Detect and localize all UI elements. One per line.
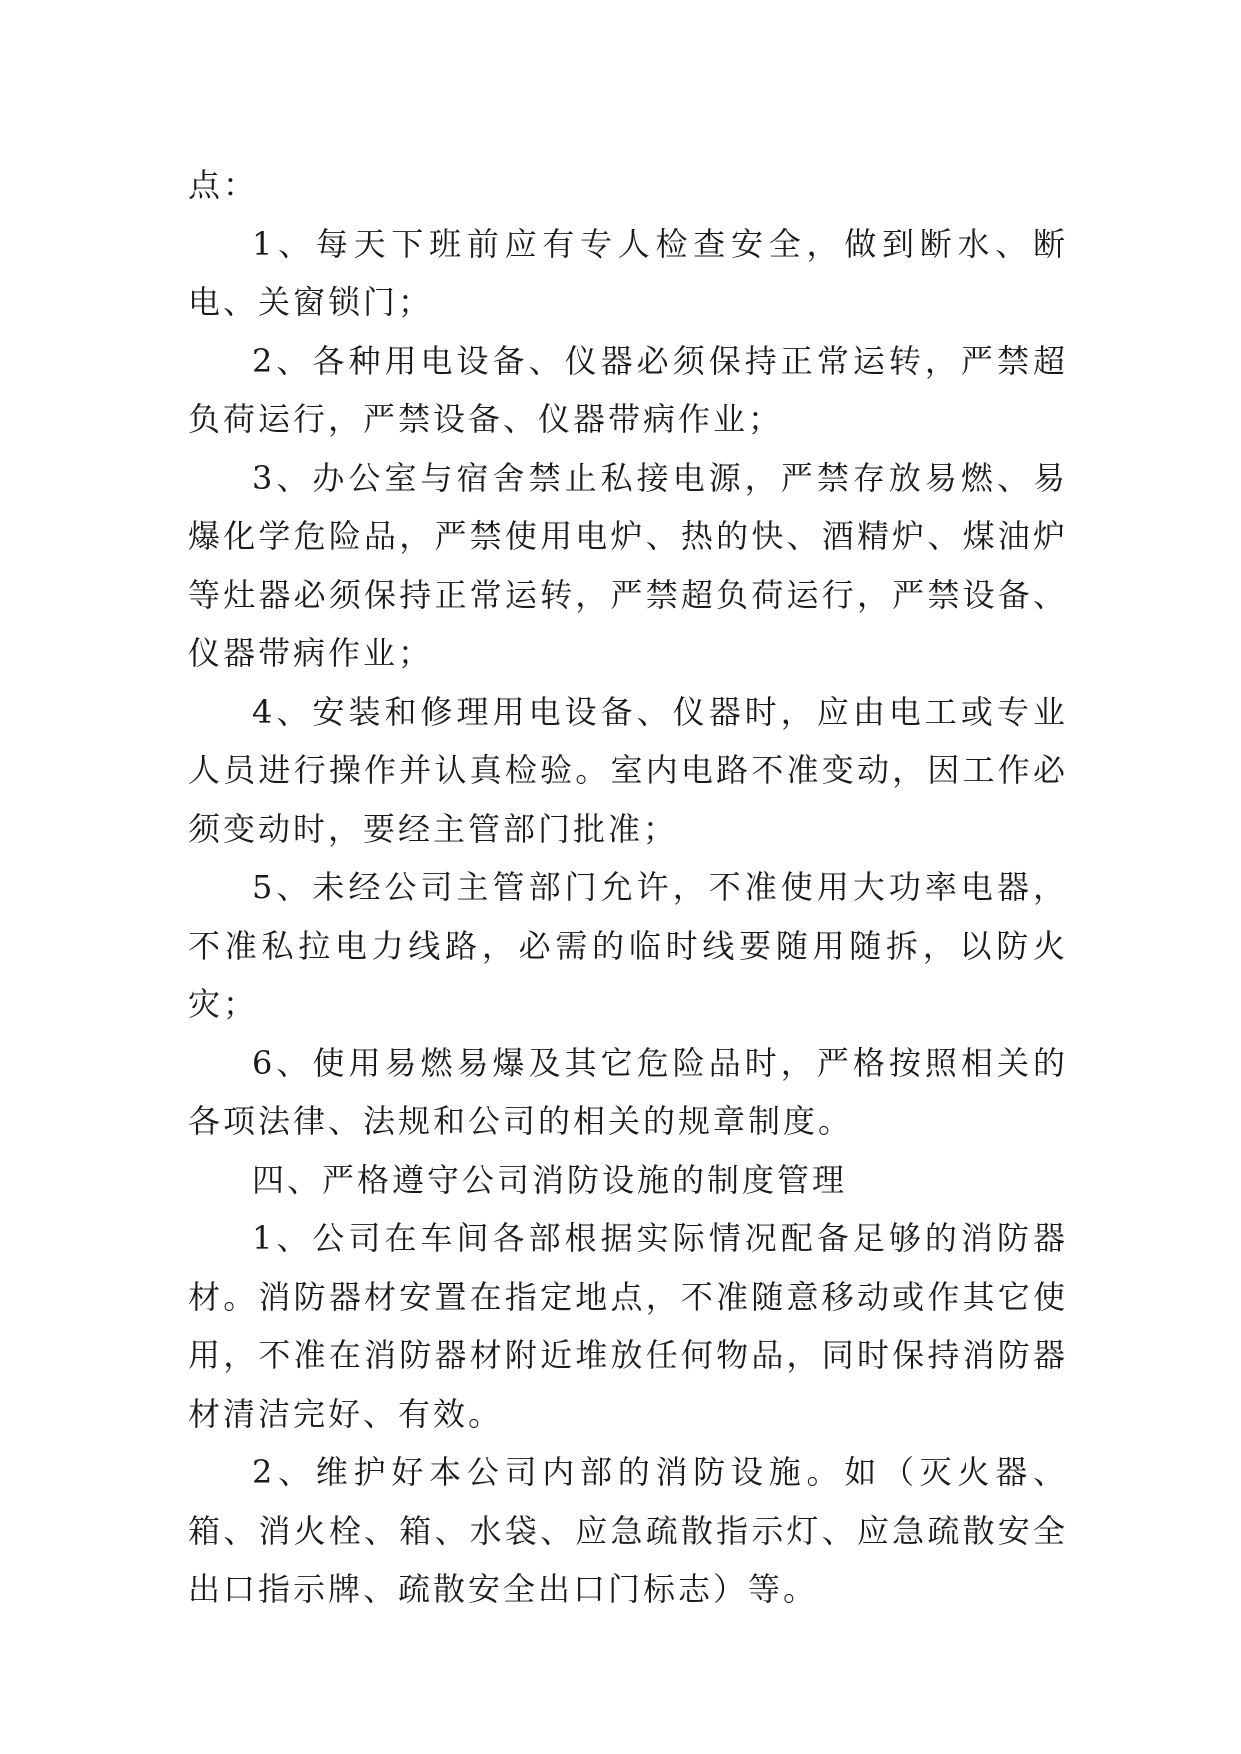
paragraph: 4、安装和修理用电设备、仪器时，应由电工或专业人员进行操作并认真检验。室内电路不准变动，因工作必须变动时，要经主管部门批准； bbox=[188, 692, 1068, 848]
paragraph: 1、每天下班前应有专人检查安全，做到断水、断电、关窗锁门； bbox=[188, 224, 1068, 321]
paragraph: 2、各种用电设备、仪器必须保持正常运转，严禁超负荷运行，严禁设备、仪器带病作业； bbox=[188, 341, 1068, 438]
document-body bbox=[188, 156, 1068, 1619]
paragraph: 2、维护好本公司内部的消防设施。如（灭火器、箱、消火栓、箱、水袋、应急疏散指示灯、应急疏散安全出口指示牌、疏散安全出口门标志）等。 bbox=[188, 1453, 1068, 1608]
paragraph: 3、办公室与宿舍禁止私接电源，严禁存放易燃、易爆化学危险品，严禁使用电炉、热的快、酒精炉、煤油炉等灶器必须保持正常运转，严禁超负荷运行，严禁设备、仪器带病作业； bbox=[188, 458, 1068, 672]
paragraph: 5、未经公司主管部门允许，不准使用大功率电器，不准私拉电力线路，必需的临时线要随用随拆，以防火灾； bbox=[188, 868, 1068, 1023]
section-heading: 四、严格遵守公司消防设施的制度管理 bbox=[252, 1160, 848, 1199]
paragraph: 6、使用易燃易爆及其它危险品时，严格按照相关的各项法律、法规和公司的相关的规章制度。 bbox=[188, 1043, 1068, 1140]
paragraph: 1、公司在车间各部根据实际情况配备足够的消防器材。消防器材安置在指定地点，不准随意移动或作其它使用，不准在消防器材附近堆放任何物品，同时保持消防器材清洁完好、有效。 bbox=[188, 1219, 1068, 1433]
paragraph: 点： bbox=[188, 166, 259, 204]
